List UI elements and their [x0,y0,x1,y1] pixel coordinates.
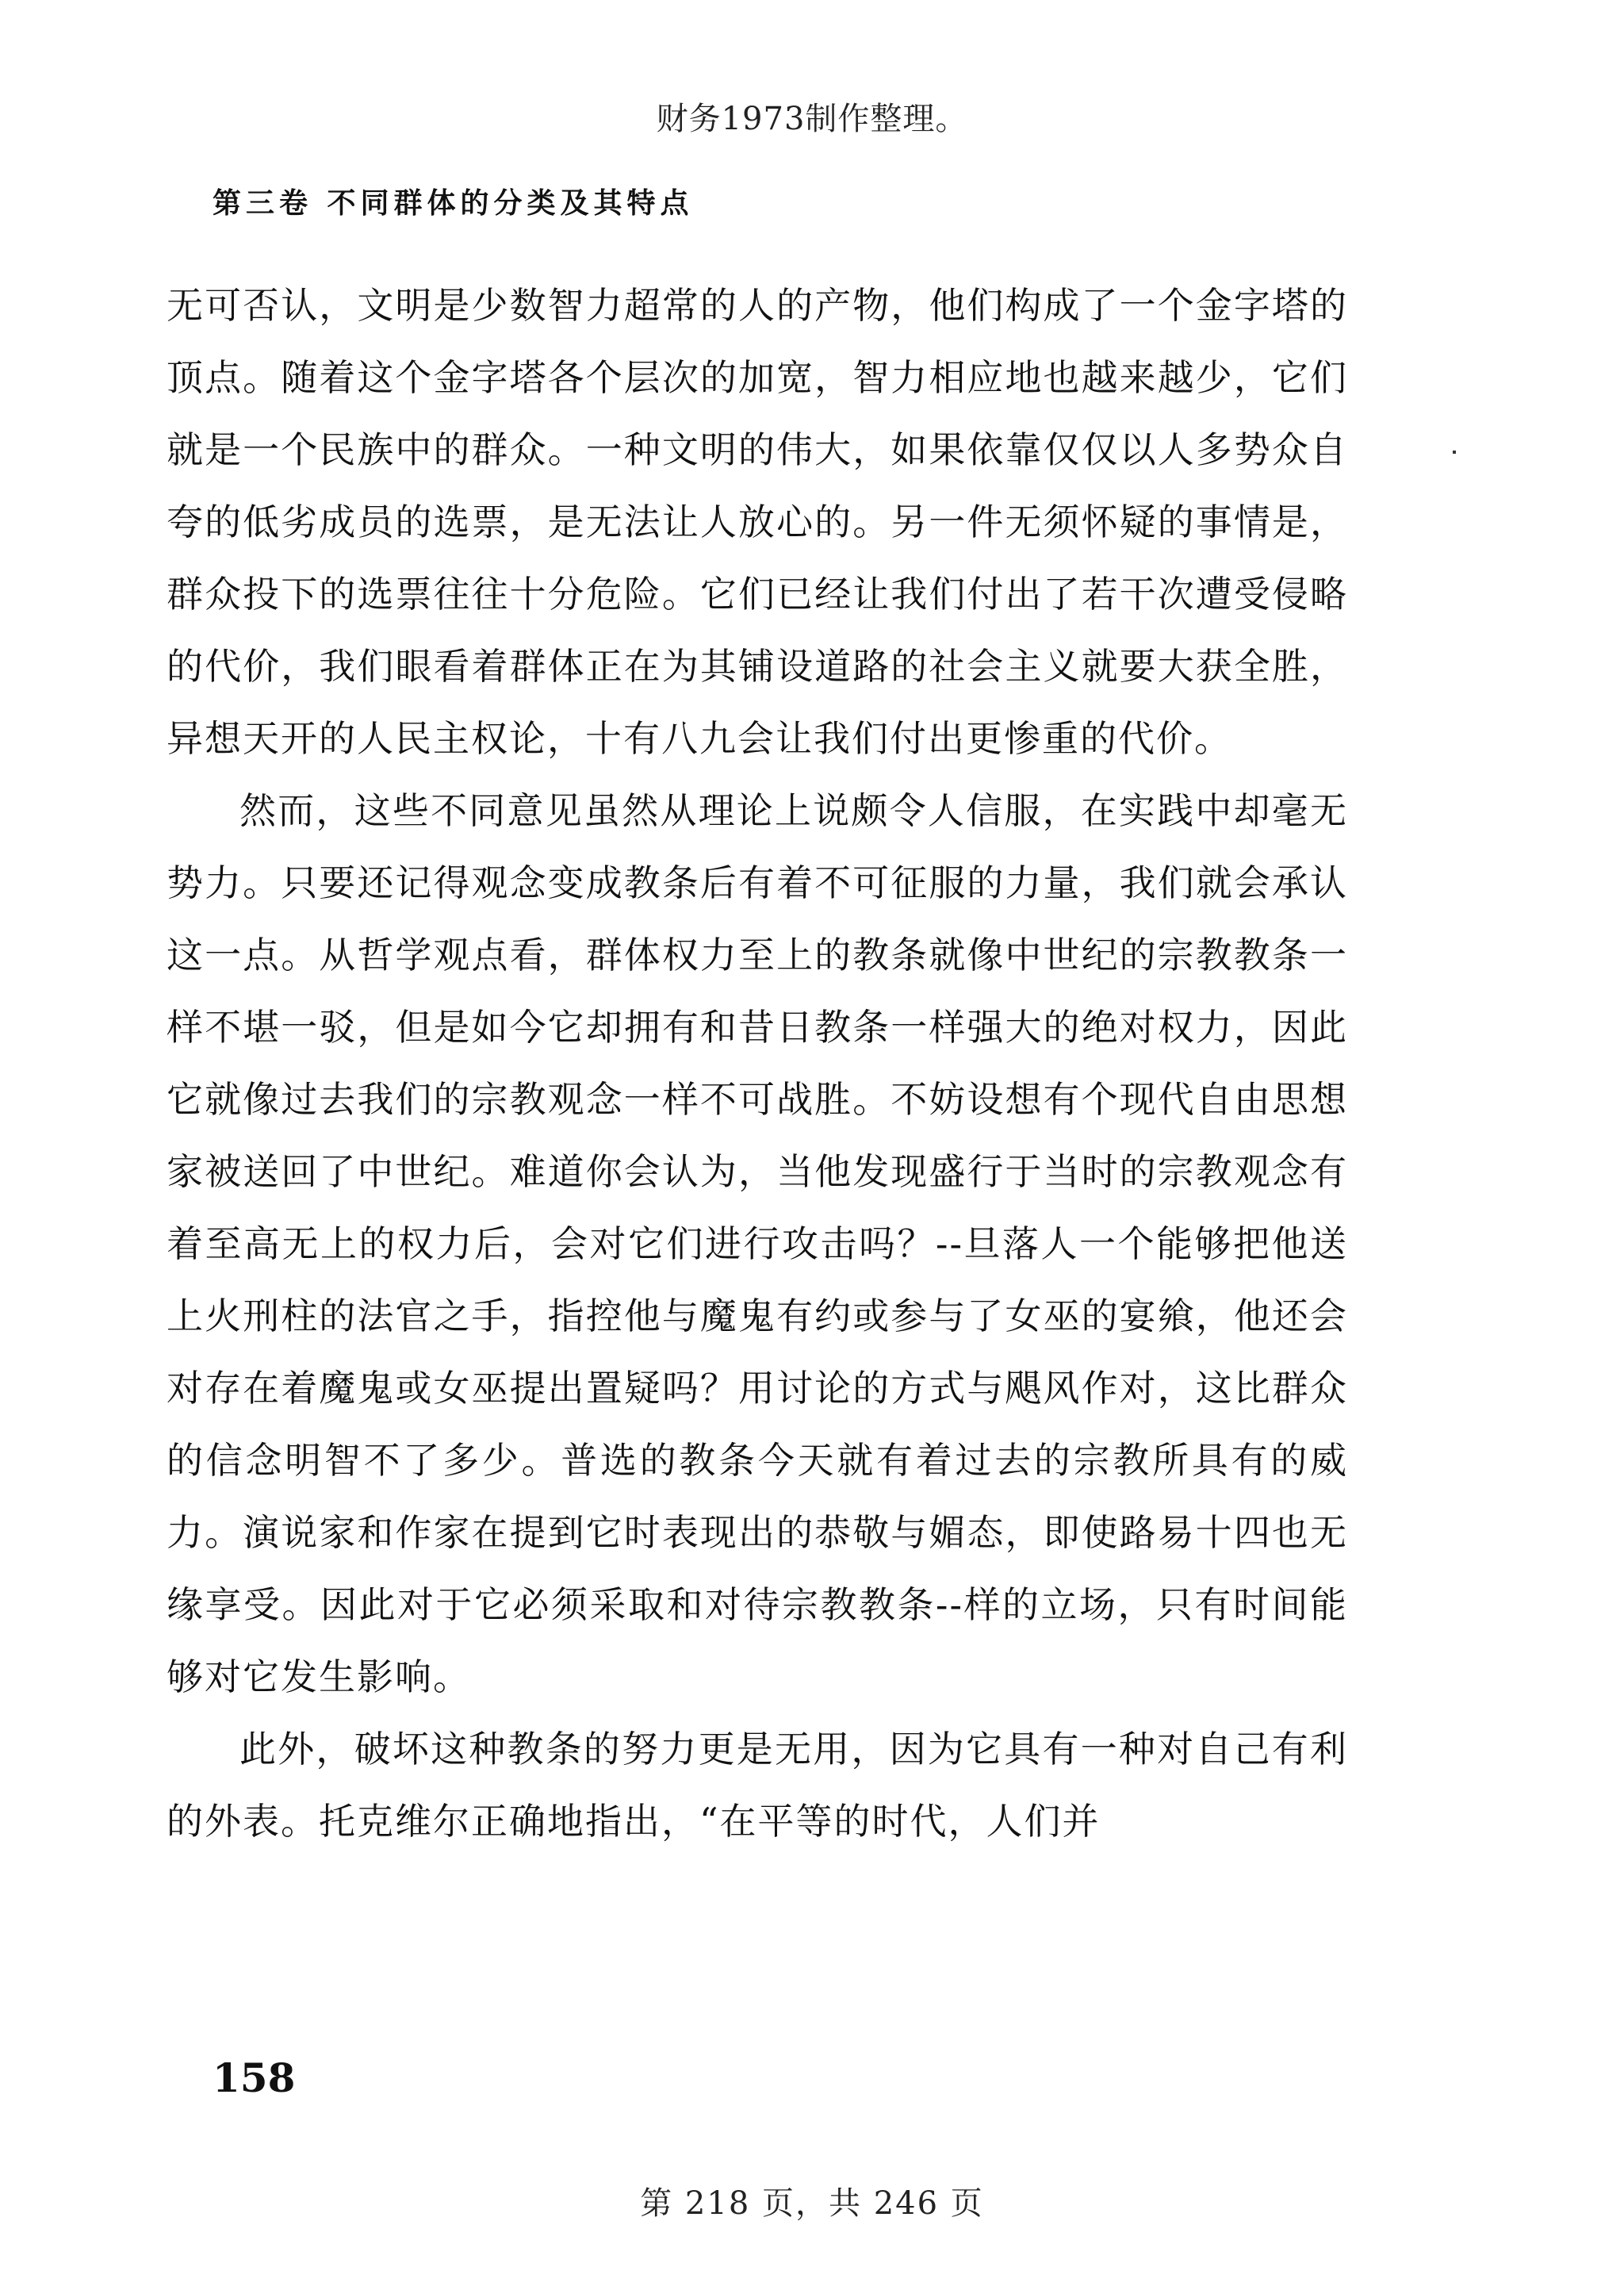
paragraph-2: 然而，这些不同意见虽然从理论上说颇令人信服，在实践中却毫无势力。只要还记得观念变成教条后有着不可征服的力量，我们就会承认这一点。从哲学观点看，群体权力至上的教条就像中世纪的宗教教条一样不堪一驳，但是如今它却拥有和昔日教条一样强大的绝对权力，因此它就像过去我们的宗教观念一样不可战胜。不妨设想有个现代自由思想家被送回了中世纪。难道你会认为，当他发现盛行于当时的宗教观念有着至高无上的权力后，会对它们进行攻击吗？--旦落人一个能够把他送上火刑柱的法官之手，指控他与魔鬼有约或参与了女巫的宴飨，他还会对存在着魔鬼或女巫提出置疑吗？用讨论的方式与飓风作对，这比群众的信念明智不了多少。普选的教条今天就有着过去的宗教所具有的威力。演说家和作家在提到它时表现出的恭敬与媚态，即使路易十四也无缘享受。因此对于它必须采取和对待宗教教条--样的立场，只有时间能够对它发生影响。 [167,789,1348,1698]
running-head: 第三卷 不同群体的分类及其特点 [213,187,694,220]
pager-indicator: 第 218 页，共 246 页 [640,2185,984,2222]
body-text [167,270,1348,1858]
page-number: 158 [213,2054,296,2101]
scan-speck [1453,451,1456,454]
watermark-text: 财务1973制作整理。 [656,101,968,137]
paragraph-1: 无可否认，文明是少数智力超常的人的产物，他们构成了一个金字塔的顶点。随着这个金字塔各个层次的加宽，智力相应地也越来越少，它们就是一个民族中的群众。一种文明的伟大，如果依靠仅仅以人多势众自夸的低劣成员的选票，是无法让人放心的。另一件无须怀疑的事情是，群众投下的选票往往十分危险。它们已经让我们付出了若干次遭受侵略的代价，我们眼看着群体正在为其铺设道路的社会主义就要大获全胜，异想天开的人民主权论，十有八九会让我们付出更惨重的代价。 [167,284,1348,760]
paragraph-3: 此外，破坏这种教条的努力更是无用，因为它具有一种对自己有利的外表。托克维尔正确地指出，“在平等的时代，人们并 [167,1728,1348,1843]
